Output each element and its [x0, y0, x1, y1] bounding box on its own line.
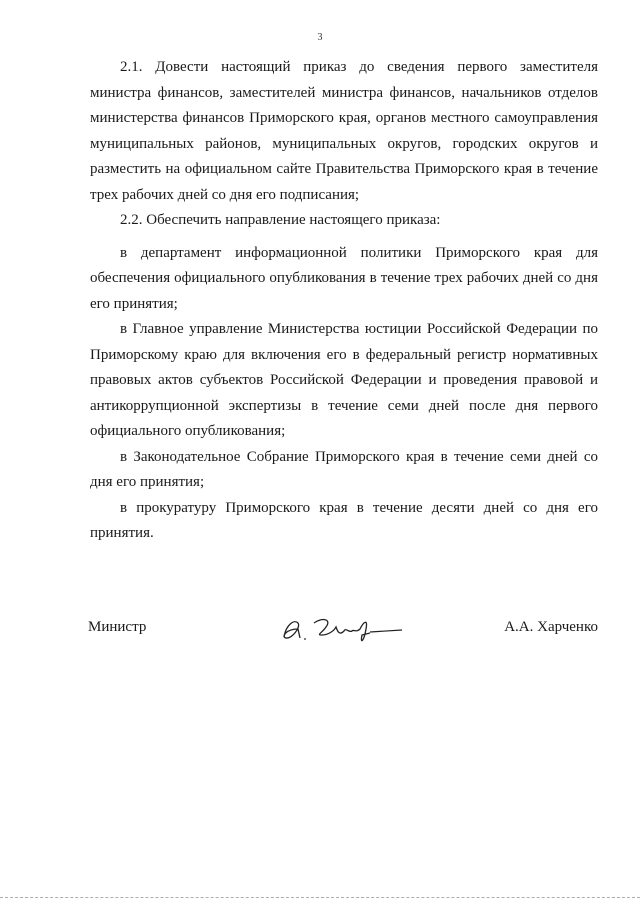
- scan-edge-line: [0, 897, 640, 899]
- signatory-name: А.А. Харченко: [504, 619, 598, 635]
- handwritten-signature: [278, 611, 408, 647]
- paragraph-2-2: 2.2. Обеспечить направление настоящего приказа:: [120, 212, 441, 228]
- paragraph-legislative-assembly: в Законодательное Собрание Приморского края в течение семи дней со дня его принятия;: [90, 448, 598, 490]
- signature-block: [88, 617, 600, 647]
- document-body: [90, 55, 598, 547]
- signatory-title: Министр: [88, 619, 147, 635]
- paragraph-2-1: 2.1. Довести настоящий приказ до сведения первого заместителя министра финансов, заместителей министра финансов, начальников отделов министерства финансов Приморского края, органов местного самоуправления муниципальных районов, муниципальных округов, городских округов и разместить на официальном сайте Правительства Приморского края в течение трех рабочих дней со дня его подписания;: [90, 59, 598, 203]
- paragraph-department: в департамент информационной политики Приморского края для обеспечения официального опубликования в течение трех рабочих дней со дня его принятия;: [90, 244, 598, 312]
- page-number: 3: [317, 32, 323, 43]
- paragraph-prosecutor: в прокуратуру Приморского края в течение десяти дней со дня его принятия.: [90, 499, 598, 541]
- paragraph-justice-ministry: в Главное управление Министерства юстиции Российской Федерации по Приморскому краю для включения его в федеральный регистр нормативных правовых актов субъектов Российской Федерации и проведения правовой и антикоррупционной экспертизы в течение семи дней после дня первого официального опубликования;: [90, 321, 598, 439]
